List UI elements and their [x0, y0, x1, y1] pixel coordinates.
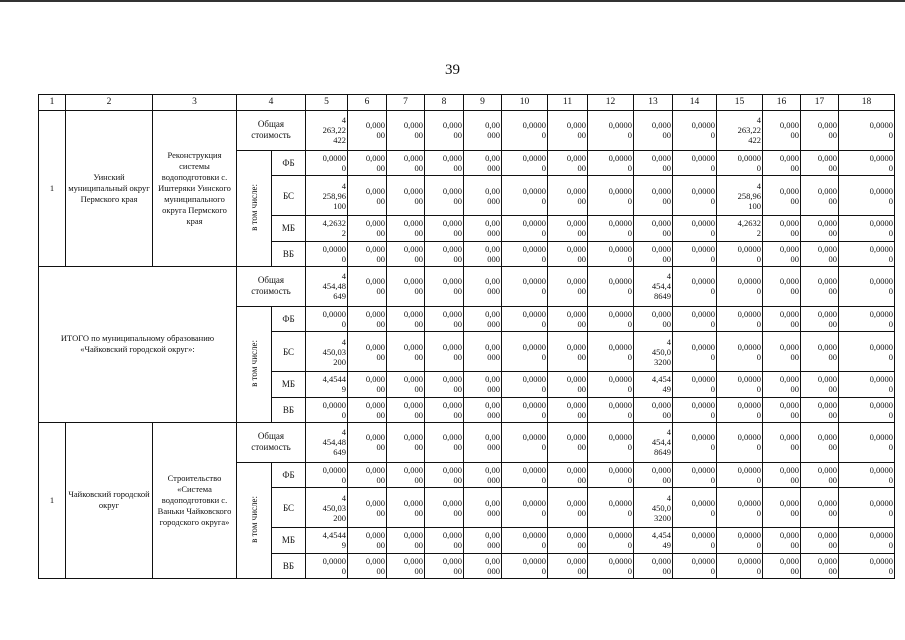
funding-source-label: ФБ	[272, 306, 306, 331]
value-cell: 0,0000 0	[306, 553, 348, 578]
value-cell: 0,0000 0	[588, 176, 634, 216]
column-header: 7	[387, 95, 425, 111]
value-cell: 4 263,22 422	[717, 110, 763, 150]
value-cell: 0,0000 0	[717, 241, 763, 266]
value-cell: 4,2632 2	[717, 216, 763, 241]
value-cell: 0,000 00	[801, 150, 839, 175]
value-cell: 0,000 00	[425, 216, 464, 241]
value-cell: 0,000 00	[763, 306, 801, 331]
value-cell: 0,0000 0	[673, 372, 717, 397]
value-cell: 0,0000 0	[673, 397, 717, 422]
value-cell: 0,0000 0	[717, 397, 763, 422]
including-label-cell	[237, 150, 272, 266]
value-cell: 0,000 00	[763, 150, 801, 175]
value-cell: 0,00 000	[464, 422, 502, 462]
value-cell: 0,0000 0	[673, 241, 717, 266]
value-cell: 0,000 00	[801, 216, 839, 241]
value-cell: 0,0000 0	[717, 306, 763, 331]
value-cell: 0,000 00	[387, 150, 425, 175]
funding-source-label: МБ	[272, 216, 306, 241]
value-cell: 0,000 00	[348, 372, 387, 397]
value-cell: 0,000 00	[387, 488, 425, 528]
value-cell: 0,0000 0	[502, 553, 548, 578]
budget-table	[38, 94, 895, 579]
value-cell: 0,0000 0	[673, 462, 717, 487]
column-header: 18	[839, 95, 895, 111]
value-cell: 0,0000 0	[588, 553, 634, 578]
municipality-name: Чайковский городской округ	[66, 422, 153, 578]
value-cell: 0,0000 0	[502, 110, 548, 150]
value-cell: 0,000 00	[425, 306, 464, 331]
funding-source-label: ФБ	[272, 462, 306, 487]
value-cell: 0,000 00	[425, 150, 464, 175]
column-header: 1	[39, 95, 66, 111]
value-cell: 0,000 00	[763, 422, 801, 462]
value-cell: 0,000 00	[548, 372, 588, 397]
value-cell: 0,0000 0	[588, 306, 634, 331]
value-cell: 4 450,03 200	[306, 488, 348, 528]
including-label: в том числе:	[249, 495, 259, 543]
value-cell: 0,000 00	[387, 553, 425, 578]
value-cell: 0,000 00	[763, 176, 801, 216]
row-number: 1	[39, 422, 66, 578]
funding-source-label: МБ	[272, 372, 306, 397]
value-cell: 0,000 00	[387, 110, 425, 150]
value-cell: 0,0000 0	[839, 266, 895, 306]
value-cell: 0,000 00	[387, 216, 425, 241]
value-cell: 0,0000 0	[306, 397, 348, 422]
value-cell: 0,000 00	[425, 241, 464, 266]
value-cell: 0,000 00	[387, 372, 425, 397]
value-cell: 0,000 00	[634, 553, 673, 578]
value-cell: 0,000 00	[348, 422, 387, 462]
value-cell: 0,0000 0	[839, 332, 895, 372]
value-cell: 0,0000 0	[673, 150, 717, 175]
value-cell: 0,000 00	[387, 266, 425, 306]
value-cell: 0,0000 0	[588, 397, 634, 422]
funding-source-label: ВБ	[272, 553, 306, 578]
value-cell: 0,0000 0	[502, 176, 548, 216]
value-cell: 0,0000 0	[839, 528, 895, 553]
value-cell: 0,000 00	[425, 462, 464, 487]
value-cell: 0,0000 0	[673, 553, 717, 578]
value-cell: 0,0000 0	[502, 241, 548, 266]
value-cell: 0,0000 0	[502, 332, 548, 372]
value-cell: 0,000 00	[387, 306, 425, 331]
value-cell: 4,2632 2	[306, 216, 348, 241]
value-cell: 0,00 000	[464, 397, 502, 422]
value-cell: 0,000 00	[425, 110, 464, 150]
value-cell: 0,0000 0	[502, 266, 548, 306]
value-cell: 0,0000 0	[839, 488, 895, 528]
value-cell: 0,00 000	[464, 176, 502, 216]
value-cell: 0,000 00	[425, 372, 464, 397]
value-cell: 0,0000 0	[839, 553, 895, 578]
value-cell: 0,000 00	[387, 332, 425, 372]
value-cell: 0,0000 0	[673, 110, 717, 150]
value-cell: 0,0000 0	[839, 306, 895, 331]
value-cell: 0,0000 0	[306, 150, 348, 175]
value-cell: 4,454 49	[634, 528, 673, 553]
value-cell: 0,0000 0	[673, 528, 717, 553]
value-cell: 0,0000 0	[673, 332, 717, 372]
value-cell: 0,000 00	[425, 266, 464, 306]
value-cell: 0,0000 0	[588, 462, 634, 487]
value-cell: 0,0000 0	[502, 216, 548, 241]
table-row	[39, 110, 895, 150]
value-cell: 0,0000 0	[306, 241, 348, 266]
value-cell: 4 454,4 8649	[634, 266, 673, 306]
value-cell: 0,0000 0	[839, 462, 895, 487]
including-label: в том числе:	[249, 183, 259, 231]
value-cell: 0,0000 0	[306, 306, 348, 331]
value-cell: 0,000 00	[348, 176, 387, 216]
value-cell: 4 454,4 8649	[634, 422, 673, 462]
including-label-cell	[237, 462, 272, 578]
value-cell: 0,0000 0	[839, 241, 895, 266]
value-cell: 0,000 00	[548, 266, 588, 306]
value-cell: 0,000 00	[801, 110, 839, 150]
value-cell: 0,000 00	[425, 553, 464, 578]
including-label-cell	[237, 306, 272, 422]
value-cell: 0,0000 0	[839, 216, 895, 241]
column-header: 14	[673, 95, 717, 111]
value-cell: 0,000 00	[425, 397, 464, 422]
value-cell: 0,000 00	[548, 150, 588, 175]
value-cell: 0,000 00	[348, 488, 387, 528]
value-cell: 0,000 00	[763, 216, 801, 241]
funding-source-label: ВБ	[272, 397, 306, 422]
value-cell: 0,000 00	[387, 422, 425, 462]
value-cell: 4 450,0 3200	[634, 332, 673, 372]
value-cell: 0,000 00	[548, 462, 588, 487]
value-cell: 0,000 00	[801, 553, 839, 578]
value-cell: 0,000 00	[801, 397, 839, 422]
value-cell: 0,00 000	[464, 528, 502, 553]
value-cell: 0,000 00	[763, 397, 801, 422]
value-cell: 0,00 000	[464, 488, 502, 528]
value-cell: 0,000 00	[348, 553, 387, 578]
value-cell: 0,0000 0	[673, 216, 717, 241]
value-cell: 4,4544 9	[306, 528, 348, 553]
value-cell: 0,00 000	[464, 216, 502, 241]
value-cell: 0,000 00	[548, 306, 588, 331]
value-cell: 0,00 000	[464, 241, 502, 266]
value-cell: 0,00 000	[464, 553, 502, 578]
value-cell: 4 450,0 3200	[634, 488, 673, 528]
value-cell: 0,0000 0	[717, 372, 763, 397]
value-cell: 0,0000 0	[839, 176, 895, 216]
funding-source-label: ВБ	[272, 241, 306, 266]
value-cell: 0,0000 0	[839, 150, 895, 175]
value-cell: 0,000 00	[763, 241, 801, 266]
value-cell: 0,000 00	[348, 216, 387, 241]
value-cell: 0,000 00	[548, 110, 588, 150]
value-cell: 0,0000 0	[306, 462, 348, 487]
project-name: Реконструкция системы водоподготовки с. Иштеряки Уинского муниципального округа Пермского края	[153, 110, 237, 266]
value-cell: 0,00 000	[464, 332, 502, 372]
value-cell: 4 263,22 422	[306, 110, 348, 150]
column-header: 11	[548, 95, 588, 111]
value-cell: 0,0000 0	[502, 462, 548, 487]
value-cell: 0,00 000	[464, 372, 502, 397]
column-header: 8	[425, 95, 464, 111]
column-header: 2	[66, 95, 153, 111]
value-cell: 0,0000 0	[839, 372, 895, 397]
value-cell: 0,000 00	[763, 332, 801, 372]
value-cell: 0,000 00	[801, 528, 839, 553]
value-cell: 0,000 00	[348, 528, 387, 553]
value-cell: 0,0000 0	[839, 110, 895, 150]
value-cell: 0,000 00	[425, 332, 464, 372]
value-cell: 0,000 00	[548, 553, 588, 578]
value-cell: 4,454 49	[634, 372, 673, 397]
value-cell: 0,000 00	[763, 372, 801, 397]
row-number: 1	[39, 110, 66, 266]
value-cell: 0,000 00	[763, 110, 801, 150]
value-cell: 0,000 00	[348, 397, 387, 422]
value-cell: 0,0000 0	[717, 150, 763, 175]
value-cell: 0,000 00	[801, 422, 839, 462]
value-cell: 0,000 00	[763, 528, 801, 553]
value-cell: 0,0000 0	[502, 488, 548, 528]
value-cell: 0,000 00	[548, 332, 588, 372]
value-cell: 0,000 00	[801, 241, 839, 266]
column-header: 12	[588, 95, 634, 111]
value-cell: 0,000 00	[425, 528, 464, 553]
value-cell: 0,000 00	[763, 462, 801, 487]
value-cell: 0,000 00	[634, 216, 673, 241]
value-cell: 0,000 00	[801, 306, 839, 331]
value-cell: 0,000 00	[634, 462, 673, 487]
value-cell: 0,0000 0	[588, 372, 634, 397]
total-label: ИТОГО по муниципальному образованию «Чайковский городской округ»:	[39, 266, 237, 422]
value-cell: 0,0000 0	[588, 241, 634, 266]
value-cell: 0,000 00	[548, 488, 588, 528]
value-cell: 0,000 00	[548, 216, 588, 241]
project-name: Строительство «Система водоподготовки с. Ваньки Чайковского городского округа»	[153, 422, 237, 578]
value-cell: 0,0000 0	[673, 488, 717, 528]
value-cell: 4 258,96 100	[306, 176, 348, 216]
value-cell: 0,000 00	[348, 462, 387, 487]
page-number: 39	[445, 62, 460, 78]
column-header: 3	[153, 95, 237, 111]
value-cell: 0,0000 0	[673, 306, 717, 331]
value-cell: 0,0000 0	[717, 332, 763, 372]
value-cell: 0,0000 0	[502, 528, 548, 553]
value-cell: 0,000 00	[387, 241, 425, 266]
value-cell: 0,0000 0	[502, 150, 548, 175]
value-cell: 0,000 00	[763, 488, 801, 528]
value-cell: 0,0000 0	[839, 422, 895, 462]
value-cell: 0,000 00	[387, 176, 425, 216]
value-cell: 0,000 00	[348, 306, 387, 331]
column-header: 13	[634, 95, 673, 111]
column-header: 16	[763, 95, 801, 111]
value-cell: 0,00 000	[464, 306, 502, 331]
value-cell: 0,000 00	[801, 332, 839, 372]
value-cell: 0,0000 0	[588, 266, 634, 306]
value-cell: 0,00 000	[464, 266, 502, 306]
value-cell: 0,0000 0	[588, 422, 634, 462]
column-header: 6	[348, 95, 387, 111]
value-cell: 0,0000 0	[839, 397, 895, 422]
value-cell: 0,0000 0	[717, 488, 763, 528]
total-cost-label: Общая стоимость	[237, 422, 306, 462]
value-cell: 0,0000 0	[588, 528, 634, 553]
table-row	[39, 422, 895, 462]
value-cell: 0,0000 0	[588, 150, 634, 175]
value-cell: 0,000 00	[348, 241, 387, 266]
value-cell: 0,000 00	[387, 397, 425, 422]
value-cell: 4 454,48 649	[306, 422, 348, 462]
value-cell: 0,000 00	[425, 488, 464, 528]
column-header: 9	[464, 95, 502, 111]
value-cell: 0,0000 0	[717, 462, 763, 487]
column-header: 17	[801, 95, 839, 111]
total-cost-label: Общая стоимость	[237, 266, 306, 306]
value-cell: 0,0000 0	[502, 397, 548, 422]
funding-source-label: БС	[272, 332, 306, 372]
value-cell: 0,000 00	[548, 176, 588, 216]
value-cell: 0,0000 0	[588, 332, 634, 372]
value-cell: 0,000 00	[548, 528, 588, 553]
column-header: 10	[502, 95, 548, 111]
value-cell: 0,0000 0	[673, 422, 717, 462]
funding-source-label: БС	[272, 176, 306, 216]
value-cell: 0,000 00	[634, 110, 673, 150]
value-cell: 0,000 00	[348, 266, 387, 306]
municipality-name: Уинский муниципальный округ Пермского края	[66, 110, 153, 266]
value-cell: 0,000 00	[763, 266, 801, 306]
value-cell: 0,0000 0	[717, 422, 763, 462]
column-header: 15	[717, 95, 763, 111]
value-cell: 4,4544 9	[306, 372, 348, 397]
value-cell: 0,000 00	[387, 462, 425, 487]
table-row	[39, 266, 895, 306]
value-cell: 0,0000 0	[717, 553, 763, 578]
value-cell: 0,000 00	[801, 462, 839, 487]
value-cell: 0,0000 0	[717, 528, 763, 553]
header-row	[39, 95, 895, 111]
value-cell: 0,000 00	[387, 528, 425, 553]
funding-source-label: ФБ	[272, 150, 306, 175]
value-cell: 0,000 00	[634, 306, 673, 331]
value-cell: 0,0000 0	[673, 266, 717, 306]
value-cell: 4 258,96 100	[717, 176, 763, 216]
value-cell: 0,000 00	[634, 176, 673, 216]
total-cost-label: Общая стоимость	[237, 110, 306, 150]
value-cell: 0,00 000	[464, 462, 502, 487]
value-cell: 0,000 00	[548, 422, 588, 462]
value-cell: 0,0000 0	[502, 372, 548, 397]
value-cell: 4 450,03 200	[306, 332, 348, 372]
value-cell: 0,000 00	[634, 150, 673, 175]
including-label: в том числе:	[249, 339, 259, 387]
value-cell: 0,00 000	[464, 110, 502, 150]
page-top-rule	[0, 0, 905, 2]
value-cell: 0,000 00	[548, 397, 588, 422]
value-cell: 0,0000 0	[717, 266, 763, 306]
value-cell: 0,000 00	[348, 332, 387, 372]
value-cell: 4 454,48 649	[306, 266, 348, 306]
value-cell: 0,000 00	[634, 241, 673, 266]
value-cell: 0,000 00	[801, 176, 839, 216]
value-cell: 0,000 00	[425, 422, 464, 462]
value-cell: 0,000 00	[801, 372, 839, 397]
value-cell: 0,000 00	[634, 397, 673, 422]
value-cell: 0,000 00	[801, 266, 839, 306]
value-cell: 0,0000 0	[502, 306, 548, 331]
value-cell: 0,000 00	[548, 241, 588, 266]
value-cell: 0,0000 0	[588, 216, 634, 241]
value-cell: 0,000 00	[763, 553, 801, 578]
value-cell: 0,000 00	[348, 150, 387, 175]
value-cell: 0,0000 0	[588, 110, 634, 150]
value-cell: 0,0000 0	[588, 488, 634, 528]
value-cell: 0,000 00	[425, 176, 464, 216]
value-cell: 0,0000 0	[502, 422, 548, 462]
funding-source-label: БС	[272, 488, 306, 528]
value-cell: 0,0000 0	[673, 176, 717, 216]
value-cell: 0,00 000	[464, 150, 502, 175]
funding-source-label: МБ	[272, 528, 306, 553]
column-header: 5	[306, 95, 348, 111]
value-cell: 0,000 00	[801, 488, 839, 528]
value-cell: 0,000 00	[348, 110, 387, 150]
column-header: 4	[237, 95, 306, 111]
